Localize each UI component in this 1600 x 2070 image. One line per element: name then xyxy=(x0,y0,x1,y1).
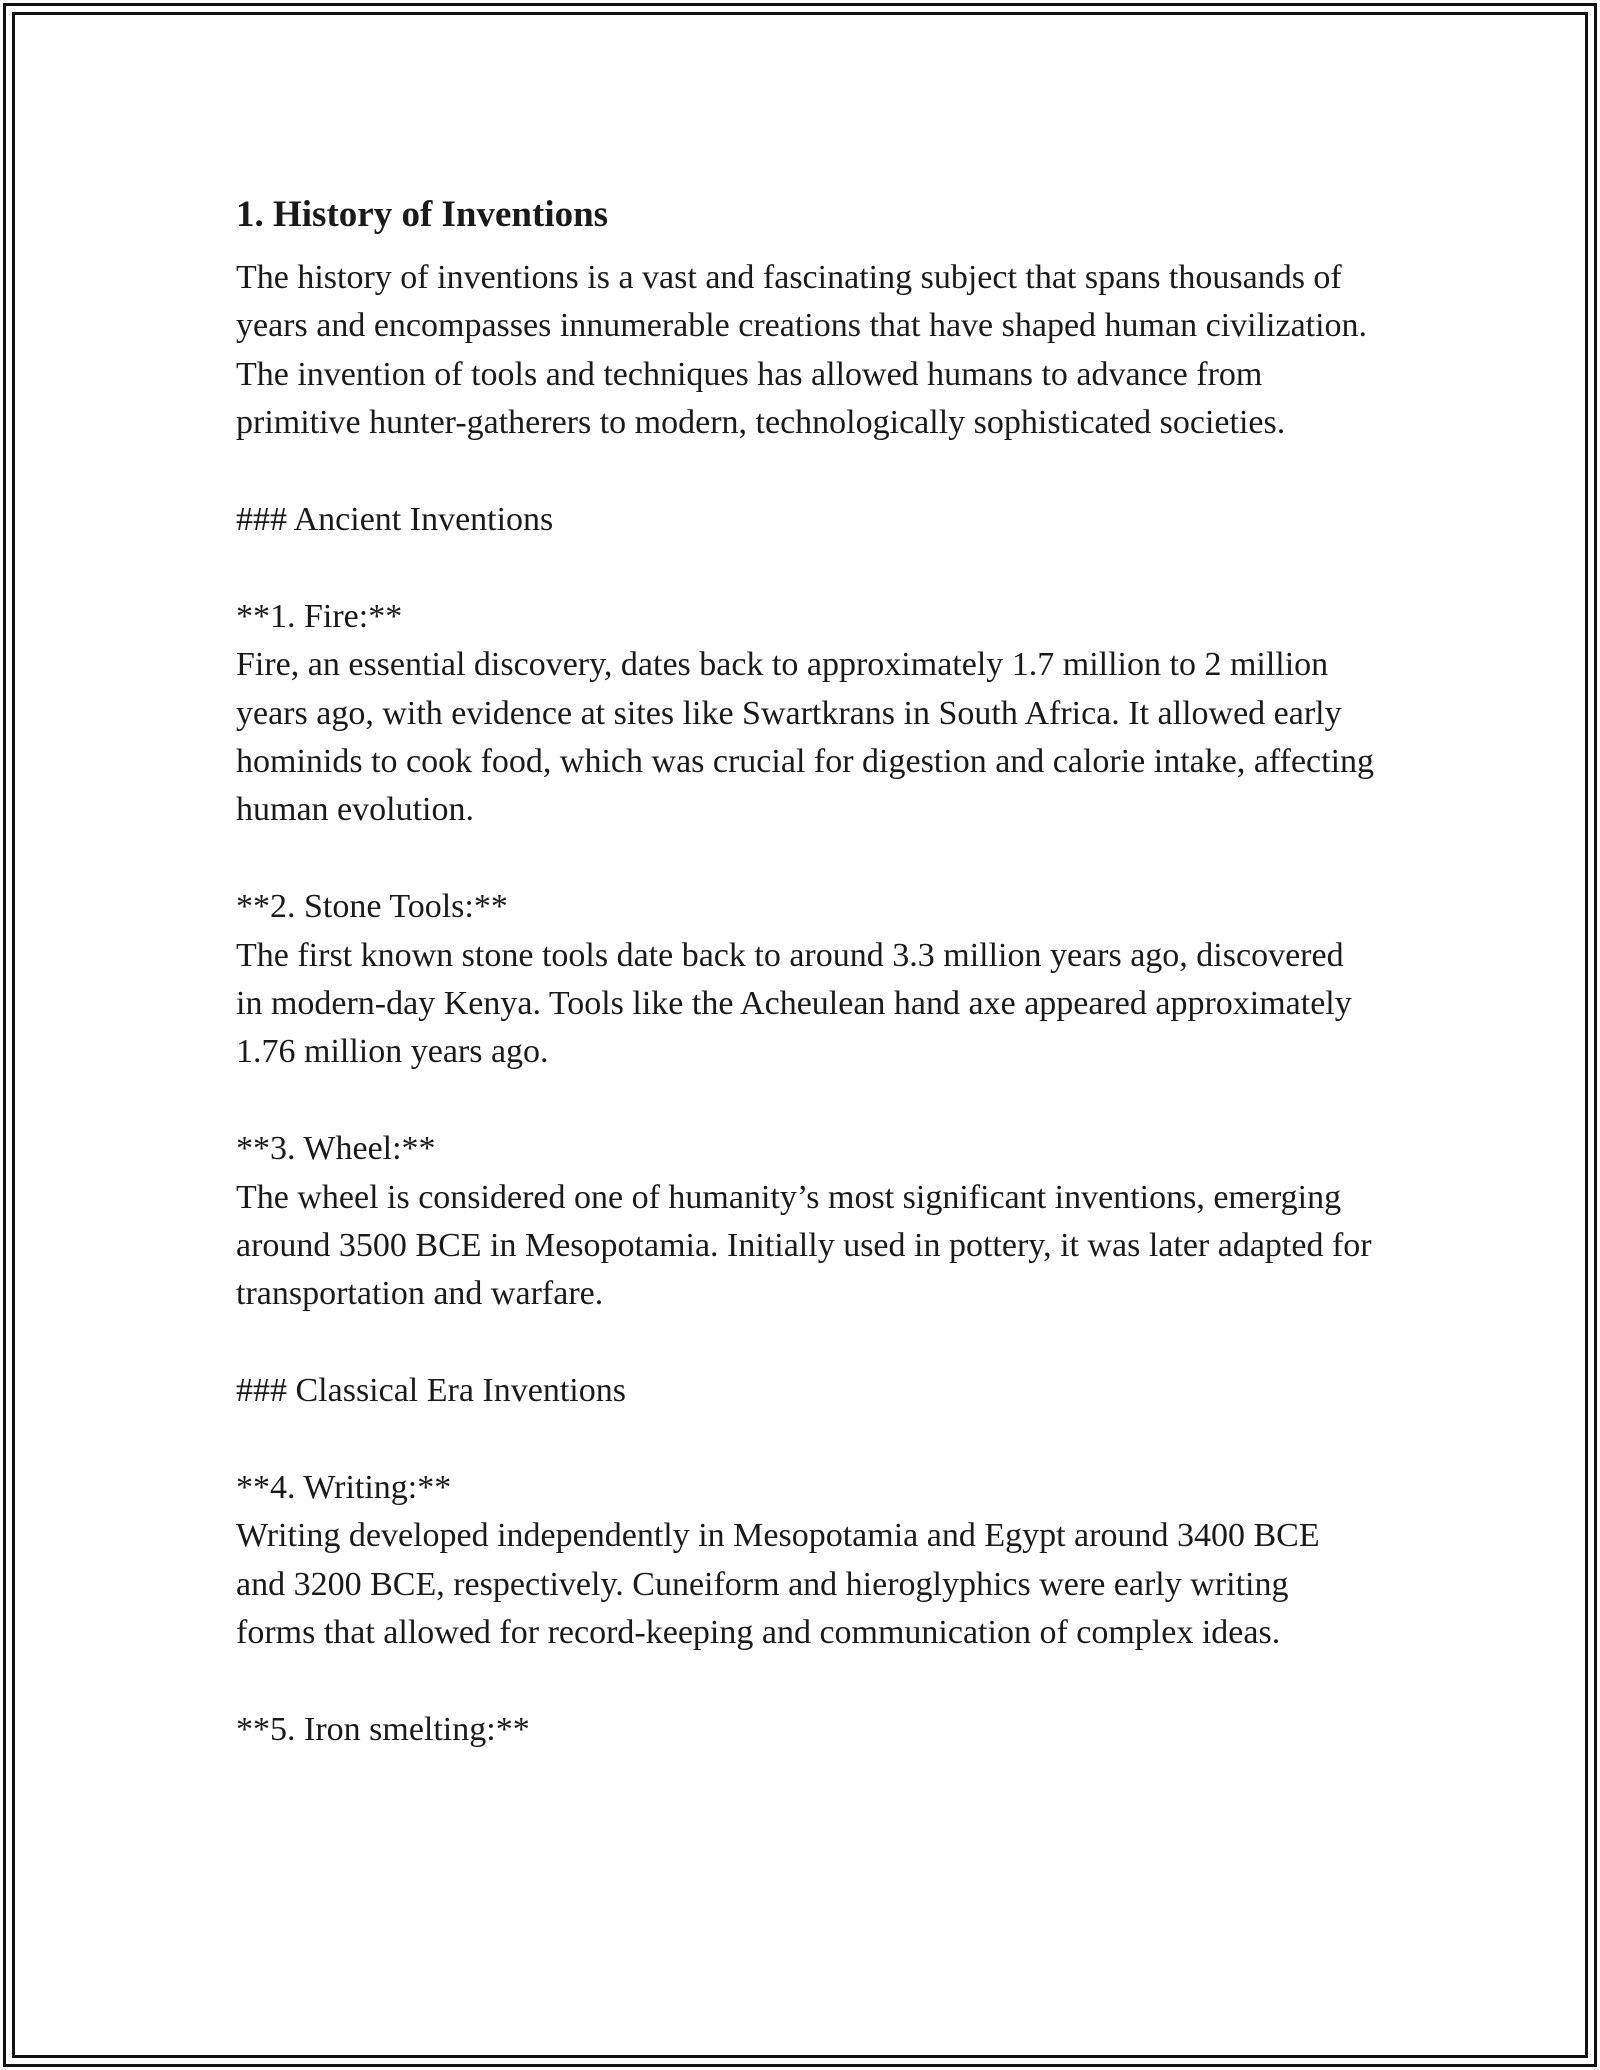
spacer xyxy=(236,1077,1376,1125)
spacer xyxy=(236,448,1376,496)
spacer xyxy=(236,835,1376,883)
item-text-fire: Fire, an essential discovery, dates back to approximately 1.7 million to 2 million years ago, with evidence at sites like Swartkrans in South Africa. It allowed early hominids to cook food, which was crucial for digestion and calorie intake, affecting human evolution. xyxy=(236,646,1375,829)
item-text-wheel: The wheel is considered one of humanity’s most significant inventions, emerging around 3500 BCE in Mesopotamia. Initially used in pottery, it was later adapted for transportation and warfare. xyxy=(236,1178,1372,1313)
item-text-writing: Writing developed independently in Mesopotamia and Egypt around 3400 BCE and 3200 BCE, respectively. Cuneiform and hieroglyphics were early writing forms that allowed for record-keeping and communication of complex ideas. xyxy=(236,1517,1320,1652)
document-body xyxy=(236,184,1376,1754)
spacer xyxy=(236,1658,1376,1706)
section-heading-ancient: ### Ancient Inventions xyxy=(236,501,554,539)
spacer xyxy=(236,1416,1376,1464)
item-heading-wheel: **3. Wheel:** xyxy=(236,1130,436,1168)
item-heading-stone-tools: **2. Stone Tools:** xyxy=(236,888,508,926)
item-heading-iron-smelting: **5. Iron smelting:** xyxy=(236,1711,530,1749)
spacer xyxy=(236,544,1376,592)
spacer xyxy=(236,1319,1376,1367)
item-heading-fire: **1. Fire:** xyxy=(236,597,403,635)
section-heading-classical: ### Classical Era Inventions xyxy=(236,1372,626,1410)
item-heading-writing: **4. Writing:** xyxy=(236,1469,452,1507)
intro-paragraph: The history of inventions is a vast and fascinating subject that spans thousands of years and encompasses innumerable creations that have shaped human civilization. The invention of tools and techniques has allowed humans to advance from primitive hunter-gatherers to modern, technologically sophisticated societies. xyxy=(236,259,1368,442)
item-text-stone-tools: The first known stone tools date back to around 3.3 million years ago, discovered in modern-day Kenya. Tools like the Acheulean hand axe appeared approximately 1.76 million years ago. xyxy=(236,936,1352,1071)
document-title: 1. History of Inventions xyxy=(236,194,609,235)
